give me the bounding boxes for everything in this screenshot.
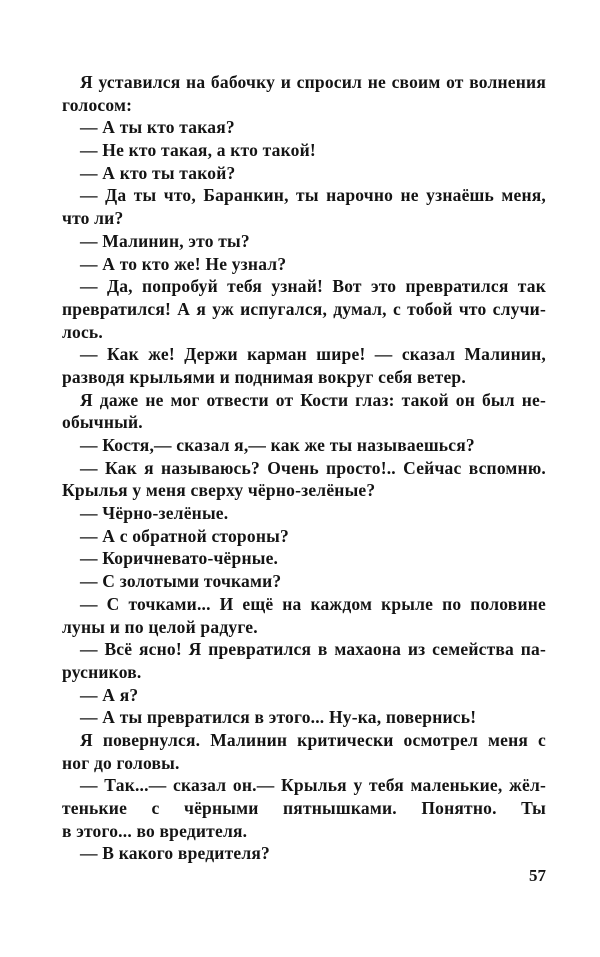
text-line: луны и по целой радуге. xyxy=(62,616,258,637)
text-line: — Не кто такая, а кто такой! xyxy=(80,140,316,161)
text-line: — А кто ты такой? xyxy=(80,162,236,183)
book-page-text xyxy=(62,71,546,865)
text-line: Я даже не мог отвести от Кости глаз: такой он был не- xyxy=(80,389,546,410)
text-line: разводя крыльями и поднимая вокруг себя ветер. xyxy=(62,366,466,387)
text-line: обычный. xyxy=(62,412,143,433)
text-line: — В какого вредителя? xyxy=(80,843,270,864)
text-line: в этого... во вредителя. xyxy=(62,820,248,841)
text-line: что ли? xyxy=(62,208,124,229)
text-line: Я повернулся. Малинин критически осмотрел меня с xyxy=(80,729,546,750)
text-line: — Да, попробуй тебя узнай! Вот это превратился так xyxy=(80,276,546,297)
text-line: превратился! А я уж испугался, думал, с тобой что случи- xyxy=(62,298,546,319)
text-line: русников. xyxy=(62,661,142,682)
text-line: — С золотыми точками? xyxy=(80,571,282,592)
text-line: — Всё ясно! Я превратился в махаона из семейства па- xyxy=(80,639,546,660)
text-line: — Как же! Держи карман шире! — сказал Малинин, xyxy=(80,344,546,365)
text-line: — Костя,— сказал я,— как же ты называешься? xyxy=(80,435,475,455)
text-line: — Коричневато-чёрные. xyxy=(80,548,279,569)
text-line: — А с обратной стороны? xyxy=(80,525,289,546)
text-line: — Чёрно-зелёные. xyxy=(80,503,229,524)
page-number: 57 xyxy=(529,866,546,885)
text-line: — С точками... И ещё на каждом крыле по половине xyxy=(80,593,546,614)
text-line: Крылья у меня сверху чёрно-зелёные? xyxy=(62,480,376,501)
text-line: — Так...— сказал он.— Крылья у тебя маленькие, жёл- xyxy=(80,775,546,796)
text-line: ног до головы. xyxy=(62,752,180,773)
text-line: тенькие с чёрными пятнышками. Понятно. Ты xyxy=(62,798,546,818)
text-line: голосом: xyxy=(62,94,133,115)
text-line: — Да ты что, Баранкин, ты нарочно не узнаёшь меня, xyxy=(80,185,546,206)
text-line: — А ты кто такая? xyxy=(80,117,235,138)
text-line: — А я? xyxy=(80,684,139,705)
text-line: — А ты превратился в этого... Ну-ка, повернись! xyxy=(80,707,477,728)
text-line: — А то кто же! Не узнал? xyxy=(80,253,287,274)
text-line: Я уставился на бабочку и спросил не своим от волнения xyxy=(80,72,546,92)
text-line: — Малинин, это ты? xyxy=(80,230,250,251)
text-line: лось. xyxy=(62,321,103,342)
text-line: — Как я называюсь? Очень просто!.. Сейчас вспомню. xyxy=(80,457,546,478)
